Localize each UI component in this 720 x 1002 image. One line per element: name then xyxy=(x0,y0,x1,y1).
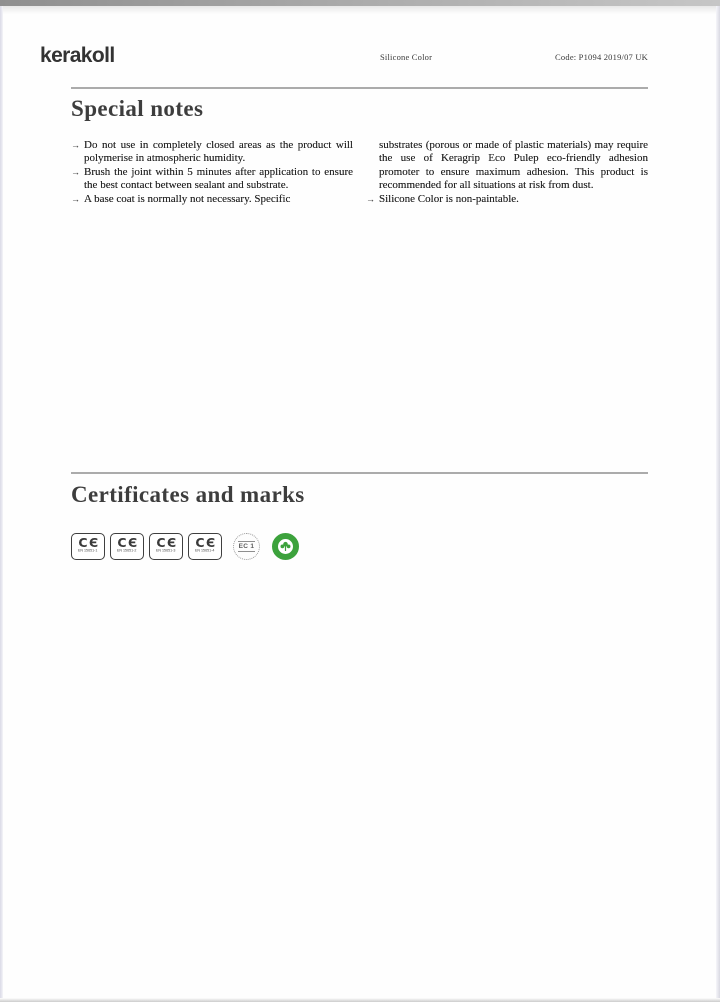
emicode-ec1-icon xyxy=(233,533,260,560)
tree-glyph xyxy=(280,541,291,552)
scan-bottom-edge xyxy=(0,998,720,1002)
note-text: substrates (porous or made of plastic materials) may require the use of Keragrip Eco Pulep eco-friendly adhesion promoter to ensure maximum adhesion. This product is recommended for all situations at risk from dust. xyxy=(379,139,648,192)
scan-top-shadow xyxy=(0,6,720,14)
section-divider xyxy=(71,87,648,89)
ce-standard-label: EN 15651-3 xyxy=(156,549,176,553)
ce-standard-label: EN 15651-2 xyxy=(117,549,137,553)
note-item xyxy=(71,139,353,166)
certificate-marks-row xyxy=(71,533,299,560)
special-notes-title: Special notes xyxy=(71,96,204,121)
special-notes-columns xyxy=(71,139,649,206)
scan-left-edge xyxy=(0,6,3,1002)
scan-right-edge xyxy=(716,6,720,1002)
arrow-bullet-icon: → xyxy=(71,166,80,177)
ce-glyph: CЄ xyxy=(78,535,100,550)
ce-mark-icon xyxy=(110,533,144,560)
note-text: Do not use in completely closed areas as the product will polymerise in atmospheric humidity. xyxy=(84,139,353,165)
document-code: Code: P1094 2019/07 UK xyxy=(555,52,648,62)
ce-mark-icon xyxy=(71,533,105,560)
section-divider xyxy=(71,472,648,474)
note-text: A base coat is normally not necessary. Specific xyxy=(84,192,291,205)
greenbuilding-icon xyxy=(272,533,299,560)
notes-column-right xyxy=(366,139,648,206)
arrow-bullet-icon: → xyxy=(71,140,80,150)
arrow-bullet-icon: → xyxy=(71,193,80,204)
note-item xyxy=(366,193,648,206)
ce-glyph: CЄ xyxy=(156,535,178,550)
note-text: Silicone Color is non-paintable. xyxy=(379,192,519,205)
ce-standard-label: EN 15651-4 xyxy=(195,549,215,553)
ce-glyph: CЄ xyxy=(117,535,139,550)
ce-glyph: CЄ xyxy=(195,535,217,550)
ec1-label: EC 1 xyxy=(238,543,255,550)
note-item xyxy=(71,166,353,193)
kerakoll-logo: kerakoll xyxy=(40,44,115,67)
ce-mark-icon xyxy=(188,533,222,560)
note-item xyxy=(71,193,353,206)
certificates-title: Certificates and marks xyxy=(71,482,305,507)
notes-column-left xyxy=(71,139,353,206)
note-text: Brush the joint within 5 minutes after application to ensure the best contact between sealant and substrate. xyxy=(84,165,353,192)
arrow-bullet-icon: → xyxy=(366,193,375,204)
ce-mark-icon xyxy=(149,533,183,560)
ce-standard-label: EN 15651-1 xyxy=(78,549,98,553)
product-name: Silicone Color xyxy=(380,52,433,62)
note-item xyxy=(366,139,648,193)
